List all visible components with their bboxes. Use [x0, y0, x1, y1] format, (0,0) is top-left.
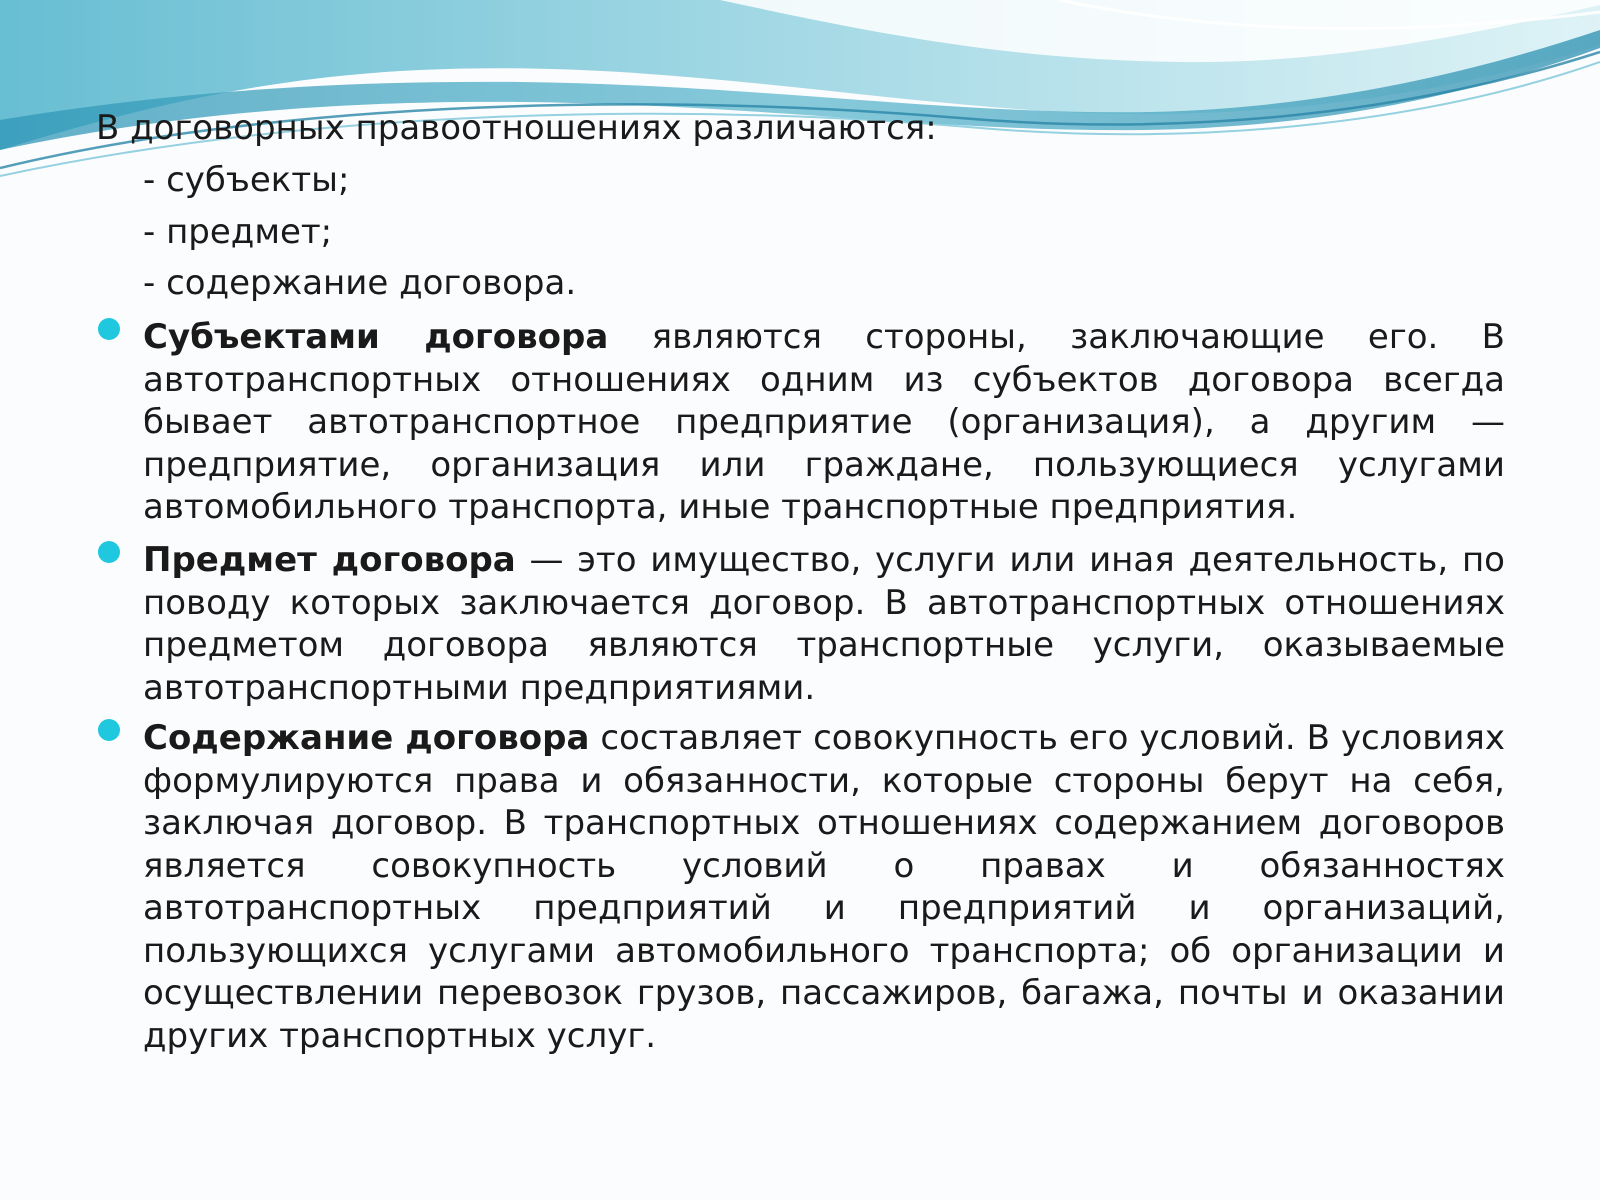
- bullet-dot-icon: [98, 541, 120, 563]
- list-item-subjects: - субъекты;: [143, 160, 350, 200]
- bullet-text: составляет совокупность его условий. В условиях формулируются права и обязанности, которые стороны берут на себя, заключая договор. В транспортных отношениях содержанием договоров является совокупность условий о правах и обязанностях автотранспортных предприятий и предприятий и организаций, пользующихся услугами автомобильного транспорта; об организации и осуществлении перевозок грузов, пассажиров, багажа, почты и оказании других транспортных услуг.: [143, 718, 1505, 1056]
- list-item-subject-matter: - предмет;: [143, 212, 333, 252]
- bullet-dot-icon: [98, 318, 120, 340]
- bullet-dot-icon: [98, 719, 120, 741]
- bullet-term: Предмет договора: [143, 540, 516, 580]
- bullet-text: — это имущество, услуги или иная деятельность, по поводу которых заключается договор. В автотранспортных отношениях предметом договора являются транспортные услуги, оказываемые автотранспортными предприятиями.: [143, 540, 1505, 708]
- bullet-paragraph: [143, 717, 1505, 1057]
- bullet-paragraph: [143, 316, 1505, 529]
- bullet-term: Субъектами договора: [143, 317, 609, 357]
- bullet-paragraph: [143, 539, 1505, 709]
- intro-line: В договорных правоотношениях различаются:: [96, 108, 937, 148]
- bullet-term: Содержание договора: [143, 718, 590, 758]
- list-item-content: - содержание договора.: [143, 263, 577, 303]
- bullet-text: являются стороны, заключающие его. В автотранспортных отношениях одним из субъектов договора всегда бывает автотранспортное предприятие (организация), а другим — предприятие, организация или граждане, пользующиеся услугами автомобильного транспорта, иные транспортные предприятия.: [143, 317, 1505, 527]
